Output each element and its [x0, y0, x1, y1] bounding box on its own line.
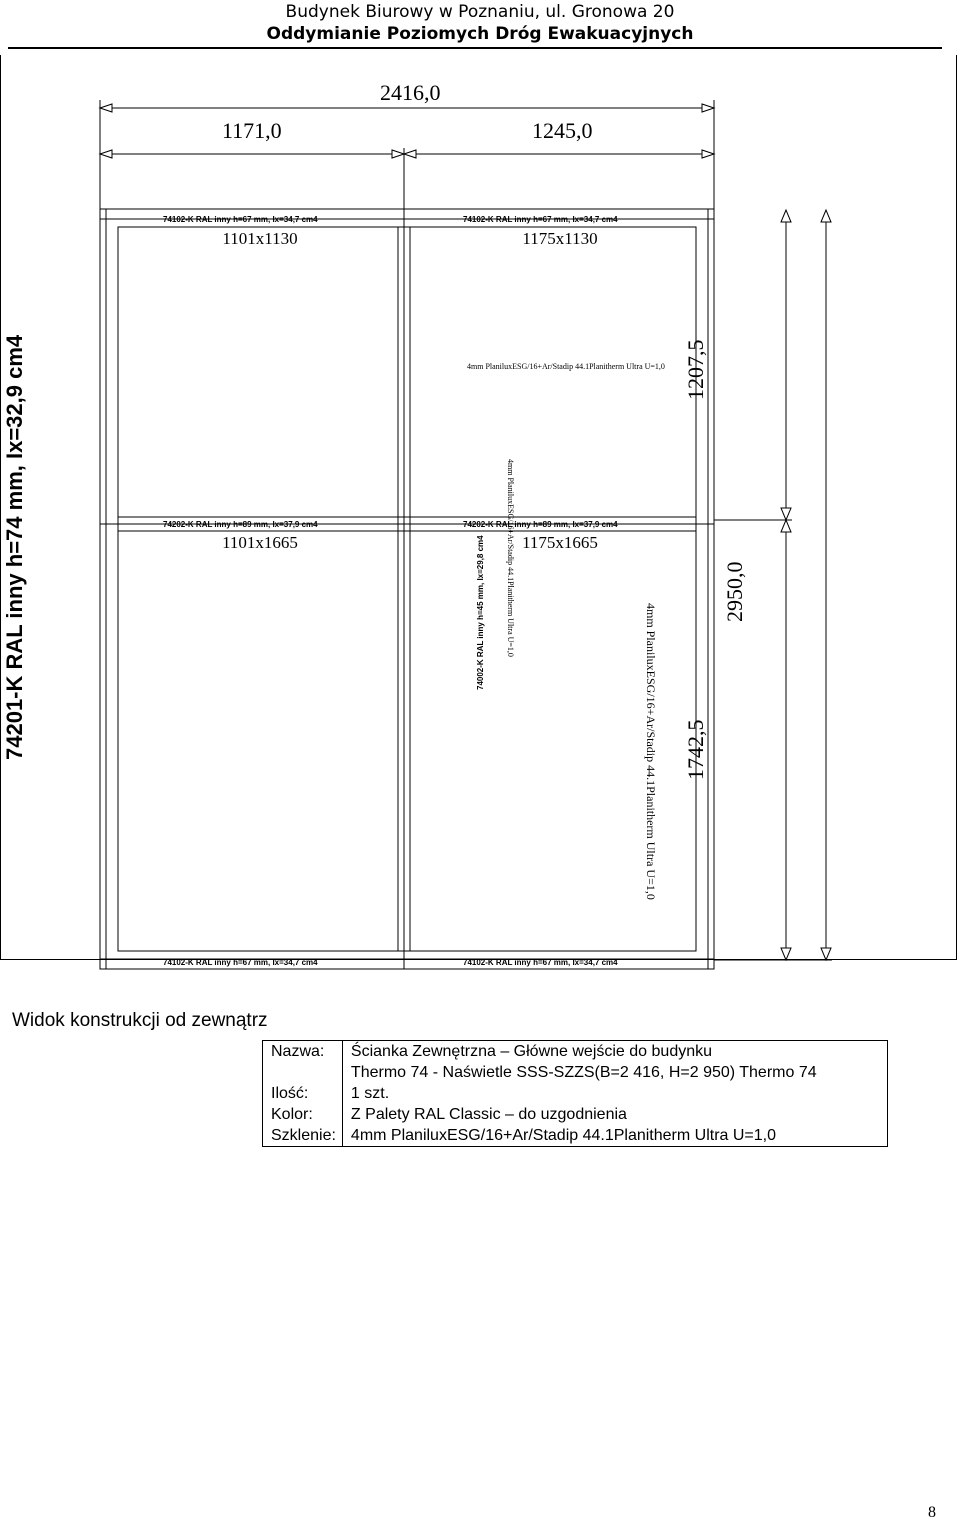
glazing-top-vertical: 4mm PlaniluxESG/16+Ar/Stadip 44.1Planitherm Ultra U=1,0 [506, 459, 515, 657]
profile-vertical-mullion: 74002-K RAL inny h=45 mm, Ix=29,8 cm4 [476, 535, 485, 690]
name-value-line1: Ścianka Zewnętrzna – Główne wejście do budynku [350, 1043, 713, 1060]
profile-top-right: 74102-K RAL inny h=67 mm, Ix=34,7 cm4 [463, 215, 618, 224]
info-table [262, 1040, 888, 1147]
color-value: Z Palety RAL Classic – do uzgodnienia [342, 1104, 887, 1125]
info-row-name [263, 1041, 888, 1084]
dim-bottom-height: 1742,5 [683, 719, 708, 780]
glazing-top-horizontal: 4mm PlaniluxESG/16+Ar/Stadip 44.1Planitherm Ultra U=1,0 [467, 362, 665, 371]
profile-mid-right: 74202-K RAL inny h=89 mm, Ix=37,9 cm4 [463, 520, 618, 529]
width-dimensions [100, 100, 714, 215]
view-caption: Widok konstrukcji od zewnątrz [12, 1010, 268, 1031]
pane-top-right: 1175x1130 [522, 229, 598, 248]
glazing-label: Szklenie: [263, 1125, 343, 1147]
pane-bottom-right: 1175x1665 [522, 533, 598, 552]
name-value-line2: Thermo 74 - Naświetle SSS-SZZS(B=2 416, H=2 950) Thermo 74 [350, 1064, 817, 1081]
dim-left-width: 1171,0 [222, 118, 282, 143]
glazing-value: 4mm PlaniluxESG/16+Ar/Stadip 44.1Planitherm Ultra U=1,0 [342, 1125, 887, 1147]
color-label: Kolor: [263, 1104, 343, 1125]
profile-top-left: 74102-K RAL inny h=67 mm, Ix=34,7 cm4 [163, 215, 318, 224]
dim-right-width: 1245,0 [532, 118, 593, 143]
info-row-qty [263, 1083, 888, 1104]
info-row-color [263, 1104, 888, 1125]
dim-total-width: 2416,0 [380, 80, 441, 105]
window-frame [100, 209, 714, 969]
qty-label: Ilość: [263, 1083, 343, 1104]
document-subtitle: Oddymianie Poziomych Dróg Ewakuacyjnych [266, 24, 694, 44]
qty-value: 1 szt. [342, 1083, 887, 1104]
info-row-glazing [263, 1125, 888, 1147]
dim-total-height: 2950,0 [722, 561, 747, 622]
profile-mid-left: 74202-K RAL inny h=89 mm, Ix=37,9 cm4 [163, 520, 318, 529]
glazing-bottom-vertical: 4mm PlaniluxESG/16+Ar/Stadip 44.1Planitherm Ultra U=1,0 [644, 603, 658, 900]
profile-bottom-left: 74102-K RAL inny h=67 mm, Ix=34,7 cm4 [163, 958, 318, 967]
profile-left-post: 74201-K RAL inny h=74 mm, Ix=32,9 cm4 [2, 334, 27, 760]
pane-bottom-left: 1101x1665 [222, 533, 298, 552]
pane-top-left: 1101x1130 [222, 229, 298, 248]
profile-bottom-right: 74102-K RAL inny h=67 mm, Ix=34,7 cm4 [463, 958, 618, 967]
page-number: 8 [928, 1504, 936, 1521]
name-label: Nazwa: [263, 1041, 343, 1084]
dim-top-height: 1207,5 [683, 339, 708, 400]
document-title: Budynek Biurowy w Poznaniu, ul. Gronowa 20 [285, 2, 675, 22]
